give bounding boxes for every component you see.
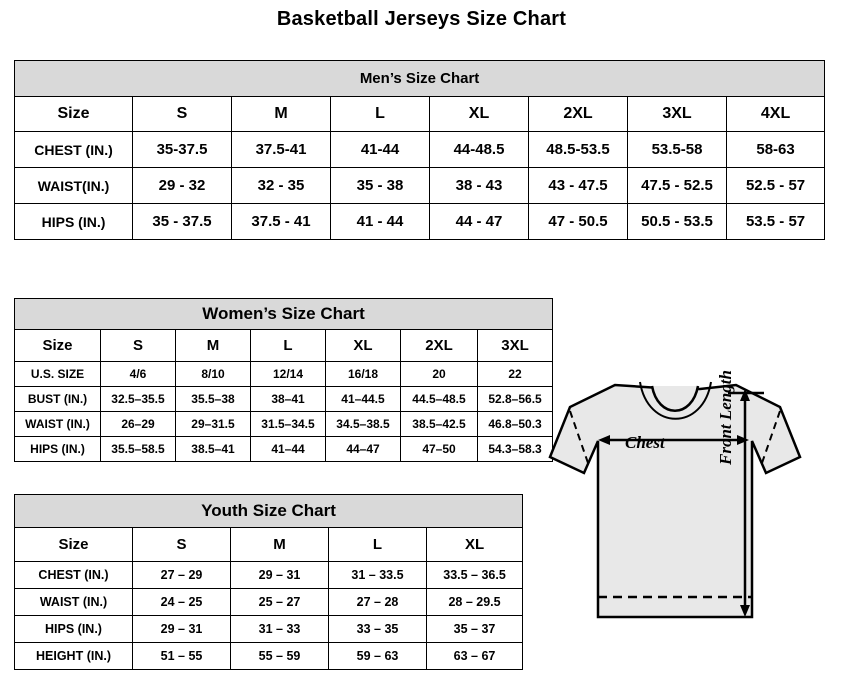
- table-cell: 20: [401, 362, 478, 387]
- table-header-row: [15, 528, 523, 562]
- table-cell: 38–41: [251, 387, 326, 412]
- table-cell: 35.5–38: [176, 387, 251, 412]
- jersey-measurement-diagram: [540, 345, 840, 665]
- table-header-row: [15, 330, 553, 362]
- table-row: [15, 412, 553, 437]
- table-cell: 47.5 - 52.5: [628, 168, 727, 204]
- table-cell: 38 - 43: [430, 168, 529, 204]
- womens-size-chart-table: [14, 298, 553, 462]
- column-header-xl: XL: [427, 528, 523, 562]
- table-cell: 38.5–41: [176, 437, 251, 462]
- column-header-2xl: 2XL: [529, 97, 628, 132]
- table-cell: 44-48.5: [430, 132, 529, 168]
- table-cell: 52.5 - 57: [727, 168, 825, 204]
- column-header-s: S: [133, 528, 231, 562]
- column-header-m: M: [176, 330, 251, 362]
- table-cell: 35-37.5: [133, 132, 232, 168]
- table-cell: 27 – 29: [133, 562, 231, 589]
- mens-table-caption: Men’s Size Chart: [15, 61, 825, 97]
- column-header-size: Size: [15, 330, 101, 362]
- table-cell: 25 – 27: [231, 589, 329, 616]
- table-row: [15, 562, 523, 589]
- table-cell: 44 - 47: [430, 204, 529, 240]
- table-cell: 31 – 33: [231, 616, 329, 643]
- table-row: [15, 204, 825, 240]
- table-cell: 4/6: [101, 362, 176, 387]
- table-cell: 29 – 31: [231, 562, 329, 589]
- table-cell: 41–44.5: [326, 387, 401, 412]
- table-cell: 31.5–34.5: [251, 412, 326, 437]
- mens-size-chart-table: [14, 60, 825, 240]
- table-cell: 28 – 29.5: [427, 589, 523, 616]
- row-label: HIPS (IN.): [15, 616, 133, 643]
- row-label: HEIGHT (IN.): [15, 643, 133, 670]
- table-cell: 31 – 33.5: [329, 562, 427, 589]
- table-row: [15, 437, 553, 462]
- table-cell: 54.3–58.3: [478, 437, 553, 462]
- jersey-body-shape: [550, 385, 800, 617]
- table-cell: 26–29: [101, 412, 176, 437]
- row-label: WAIST (IN.): [15, 412, 101, 437]
- table-caption-row: [15, 299, 553, 330]
- column-header-s: S: [133, 97, 232, 132]
- table-cell: 34.5–38.5: [326, 412, 401, 437]
- column-header-s: S: [101, 330, 176, 362]
- table-cell: 53.5-58: [628, 132, 727, 168]
- table-header-row: [15, 97, 825, 132]
- table-cell: 41 - 44: [331, 204, 430, 240]
- table-cell: 47 - 50.5: [529, 204, 628, 240]
- table-cell: 32 - 35: [232, 168, 331, 204]
- table-cell: 41-44: [331, 132, 430, 168]
- table-row: [15, 616, 523, 643]
- table-cell: 38.5–42.5: [401, 412, 478, 437]
- table-cell: 63 – 67: [427, 643, 523, 670]
- jersey-outline-svg: [540, 345, 840, 665]
- table-cell: 59 – 63: [329, 643, 427, 670]
- table-cell: 16/18: [326, 362, 401, 387]
- table-row: [15, 387, 553, 412]
- table-cell: 22: [478, 362, 553, 387]
- table-row: [15, 362, 553, 387]
- table-cell: 33.5 – 36.5: [427, 562, 523, 589]
- table-cell: 32.5–35.5: [101, 387, 176, 412]
- table-cell: 35 - 37.5: [133, 204, 232, 240]
- column-header-3xl: 3XL: [628, 97, 727, 132]
- column-header-size: Size: [15, 97, 133, 132]
- column-header-l: L: [251, 330, 326, 362]
- row-label: WAIST (IN.): [15, 589, 133, 616]
- table-cell: 58-63: [727, 132, 825, 168]
- table-cell: 47–50: [401, 437, 478, 462]
- table-cell: 41–44: [251, 437, 326, 462]
- table-cell: 35 – 37: [427, 616, 523, 643]
- table-cell: 51 – 55: [133, 643, 231, 670]
- column-header-l: L: [331, 97, 430, 132]
- column-header-m: M: [232, 97, 331, 132]
- table-caption-row: [15, 61, 825, 97]
- table-row: [15, 132, 825, 168]
- row-label: WAIST(IN.): [15, 168, 133, 204]
- table-cell: 8/10: [176, 362, 251, 387]
- table-cell: 33 – 35: [329, 616, 427, 643]
- table-cell: 55 – 59: [231, 643, 329, 670]
- table-row: [15, 643, 523, 670]
- table-cell: 50.5 - 53.5: [628, 204, 727, 240]
- row-label: BUST (IN.): [15, 387, 101, 412]
- table-cell: 37.5-41: [232, 132, 331, 168]
- youth-size-chart-table: [14, 494, 523, 670]
- table-cell: 27 – 28: [329, 589, 427, 616]
- table-caption-row: [15, 495, 523, 528]
- column-header-xl: XL: [430, 97, 529, 132]
- row-label: CHEST (IN.): [15, 132, 133, 168]
- column-header-2xl: 2XL: [401, 330, 478, 362]
- column-header-3xl: 3XL: [478, 330, 553, 362]
- table-cell: 35.5–58.5: [101, 437, 176, 462]
- column-header-size: Size: [15, 528, 133, 562]
- table-row: [15, 168, 825, 204]
- table-cell: 29 – 31: [133, 616, 231, 643]
- youth-table-caption: Youth Size Chart: [15, 495, 523, 528]
- page-title: Basketball Jerseys Size Chart: [276, 8, 567, 30]
- table-cell: 12/14: [251, 362, 326, 387]
- womens-table-caption: Women’s Size Chart: [15, 299, 553, 330]
- column-header-l: L: [329, 528, 427, 562]
- table-cell: 37.5 - 41: [232, 204, 331, 240]
- table-row: [15, 589, 523, 616]
- column-header-xl: XL: [326, 330, 401, 362]
- column-header-4xl: 4XL: [727, 97, 825, 132]
- table-cell: 44–47: [326, 437, 401, 462]
- row-label: CHEST (IN.): [15, 562, 133, 589]
- row-label: HIPS (IN.): [15, 204, 133, 240]
- table-cell: 29 - 32: [133, 168, 232, 204]
- table-cell: 24 – 25: [133, 589, 231, 616]
- table-cell: 44.5–48.5: [401, 387, 478, 412]
- table-cell: 43 - 47.5: [529, 168, 628, 204]
- row-label: U.S. SIZE: [15, 362, 101, 387]
- table-cell: 46.8–50.3: [478, 412, 553, 437]
- table-cell: 48.5-53.5: [529, 132, 628, 168]
- chest-label: Chest: [625, 433, 665, 452]
- table-cell: 35 - 38: [331, 168, 430, 204]
- table-cell: 29–31.5: [176, 412, 251, 437]
- table-cell: 52.8–56.5: [478, 387, 553, 412]
- column-header-m: M: [231, 528, 329, 562]
- table-cell: 53.5 - 57: [727, 204, 825, 240]
- front-length-label: Front Length: [716, 370, 735, 465]
- row-label: HIPS (IN.): [15, 437, 101, 462]
